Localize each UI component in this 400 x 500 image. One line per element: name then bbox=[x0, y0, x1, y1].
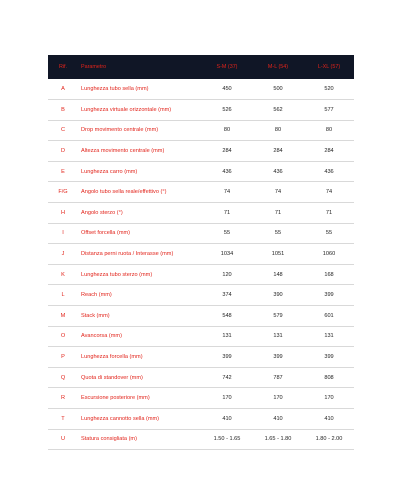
cell-size-l-xl: 1060 bbox=[322, 251, 336, 258]
cell-size-l-xl: 399 bbox=[324, 292, 334, 299]
cell-size-l-xl: 55 bbox=[325, 230, 333, 237]
cell-size-m-l: 55 bbox=[274, 230, 282, 237]
cell-parameter: Distanza perni ruota / Interasse (mm) bbox=[81, 251, 174, 258]
cell-size-l-xl: 520 bbox=[324, 86, 334, 93]
cell-size-s-m: 74 bbox=[223, 189, 231, 196]
table-row bbox=[48, 347, 354, 368]
table-row bbox=[48, 388, 354, 409]
cell-parameter: Stack (mm) bbox=[81, 312, 110, 319]
cell-size-m-l: 562 bbox=[273, 106, 283, 113]
table-row bbox=[48, 203, 354, 224]
header-size-l-xl: L-XL (57) bbox=[317, 64, 341, 70]
cell-rif: J bbox=[61, 251, 65, 258]
cell-rif: K bbox=[61, 271, 65, 278]
cell-rif: L bbox=[61, 292, 65, 299]
cell-size-l-xl: 410 bbox=[324, 415, 334, 422]
cell-rif: E bbox=[61, 168, 65, 175]
table-row bbox=[48, 244, 354, 265]
header-rif: Rif. bbox=[58, 64, 68, 70]
cell-rif: T bbox=[61, 415, 65, 422]
cell-parameter: Statura consigliata (m) bbox=[81, 436, 137, 443]
cell-size-s-m: 374 bbox=[222, 292, 232, 299]
cell-size-s-m: 1034 bbox=[220, 251, 234, 258]
cell-size-l-xl: 399 bbox=[324, 354, 334, 361]
cell-rif: H bbox=[60, 209, 66, 216]
cell-size-m-l: 284 bbox=[273, 148, 283, 155]
cell-parameter: Offset forcella (mm) bbox=[81, 230, 131, 237]
header-parameter: Parametro bbox=[81, 64, 107, 70]
cell-size-s-m: 410 bbox=[222, 415, 232, 422]
cell-size-s-m: 548 bbox=[222, 312, 232, 319]
cell-size-m-l: 170 bbox=[273, 395, 283, 402]
cell-size-m-l: 1051 bbox=[271, 251, 285, 258]
cell-size-s-m: 436 bbox=[222, 168, 232, 175]
cell-size-s-m: 71 bbox=[223, 209, 231, 216]
cell-parameter: Altezza movimento centrale (mm) bbox=[81, 148, 165, 155]
cell-size-l-xl: 577 bbox=[324, 106, 334, 113]
table-row bbox=[48, 409, 354, 430]
header-size-m-l: M-L (54) bbox=[267, 64, 289, 70]
cell-size-m-l: 500 bbox=[273, 86, 283, 93]
cell-parameter: Lunghezza virtuale orizzontale (mm) bbox=[81, 106, 172, 113]
table-row bbox=[48, 285, 354, 306]
cell-size-s-m: 55 bbox=[223, 230, 231, 237]
table-row bbox=[48, 326, 354, 347]
cell-parameter: Angolo tubo sella reale/effettivo (°) bbox=[81, 189, 167, 196]
cell-size-s-m: 742 bbox=[222, 374, 232, 381]
cell-size-s-m: 284 bbox=[222, 148, 232, 155]
cell-size-m-l: 131 bbox=[273, 333, 283, 340]
cell-size-l-xl: 71 bbox=[325, 209, 333, 216]
cell-size-m-l: 410 bbox=[273, 415, 283, 422]
cell-size-m-l: 787 bbox=[273, 374, 283, 381]
cell-size-s-m: 1.50 - 1.65 bbox=[213, 436, 241, 443]
cell-size-m-l: 436 bbox=[273, 168, 283, 175]
cell-size-s-m: 120 bbox=[222, 271, 232, 278]
cell-size-l-xl: 808 bbox=[324, 374, 334, 381]
cell-parameter: Drop movimento centrale (mm) bbox=[81, 127, 159, 134]
cell-rif: D bbox=[60, 148, 66, 155]
cell-rif: F/G bbox=[58, 189, 68, 196]
cell-size-l-xl: 284 bbox=[324, 148, 334, 155]
table-row bbox=[48, 306, 354, 327]
cell-size-l-xl: 168 bbox=[324, 271, 334, 278]
cell-rif: I bbox=[62, 230, 64, 237]
cell-parameter: Reach (mm) bbox=[81, 292, 112, 299]
table-body bbox=[48, 79, 354, 450]
cell-size-m-l: 80 bbox=[274, 127, 282, 134]
cell-parameter: Avancorsa (mm) bbox=[81, 333, 122, 340]
table-row bbox=[48, 100, 354, 121]
table-row bbox=[48, 141, 354, 162]
cell-rif: R bbox=[60, 395, 66, 402]
header-row bbox=[48, 55, 354, 79]
cell-size-m-l: 1.65 - 1.80 bbox=[264, 436, 292, 443]
cell-size-m-l: 579 bbox=[273, 312, 283, 319]
cell-size-s-m: 399 bbox=[222, 354, 232, 361]
cell-size-s-m: 80 bbox=[223, 127, 231, 134]
cell-size-l-xl: 80 bbox=[325, 127, 333, 134]
cell-rif: Q bbox=[60, 374, 66, 381]
cell-rif: A bbox=[61, 86, 65, 93]
cell-size-l-xl: 601 bbox=[324, 312, 334, 319]
cell-size-s-m: 450 bbox=[222, 86, 232, 93]
cell-size-l-xl: 436 bbox=[324, 168, 334, 175]
cell-size-m-l: 74 bbox=[274, 189, 282, 196]
table-header bbox=[48, 55, 354, 79]
cell-parameter: Lunghezza tubo sterzo (mm) bbox=[81, 271, 153, 278]
cell-size-m-l: 148 bbox=[273, 271, 283, 278]
table-row bbox=[48, 182, 354, 203]
geometry-table-container bbox=[48, 55, 354, 450]
cell-size-s-m: 170 bbox=[222, 395, 232, 402]
table-row bbox=[48, 120, 354, 141]
cell-size-l-xl: 1.80 - 2.00 bbox=[315, 436, 343, 443]
table-row bbox=[48, 161, 354, 182]
cell-parameter: Lunghezza tubo sella (mm) bbox=[81, 86, 149, 93]
cell-parameter: Lunghezza carro (mm) bbox=[81, 168, 138, 175]
cell-rif: C bbox=[60, 127, 66, 134]
cell-rif: P bbox=[61, 354, 65, 361]
cell-size-m-l: 390 bbox=[273, 292, 283, 299]
cell-size-l-xl: 170 bbox=[324, 395, 334, 402]
cell-parameter: Quota di standover (mm) bbox=[81, 374, 143, 381]
table-row bbox=[48, 79, 354, 100]
cell-rif: M bbox=[60, 312, 66, 319]
cell-size-s-m: 526 bbox=[222, 106, 232, 113]
cell-rif: B bbox=[61, 106, 65, 113]
table-row bbox=[48, 264, 354, 285]
cell-size-m-l: 71 bbox=[274, 209, 282, 216]
cell-size-s-m: 131 bbox=[222, 333, 232, 340]
cell-rif: U bbox=[60, 436, 66, 443]
cell-parameter: Lunghezza forcella (mm) bbox=[81, 354, 143, 361]
table-row bbox=[48, 429, 354, 450]
cell-parameter: Lunghezza cannotto sella (mm) bbox=[81, 415, 160, 422]
table-row bbox=[48, 367, 354, 388]
cell-rif: O bbox=[60, 333, 66, 340]
geometry-table bbox=[48, 55, 354, 450]
header-size-s-m: S-M (37) bbox=[216, 64, 238, 70]
cell-parameter: Angolo sterzo (°) bbox=[81, 209, 123, 216]
cell-size-m-l: 399 bbox=[273, 354, 283, 361]
cell-size-l-xl: 74 bbox=[325, 189, 333, 196]
table-row bbox=[48, 223, 354, 244]
cell-parameter: Escursione posteriore (mm) bbox=[81, 395, 150, 402]
cell-size-l-xl: 131 bbox=[324, 333, 334, 340]
